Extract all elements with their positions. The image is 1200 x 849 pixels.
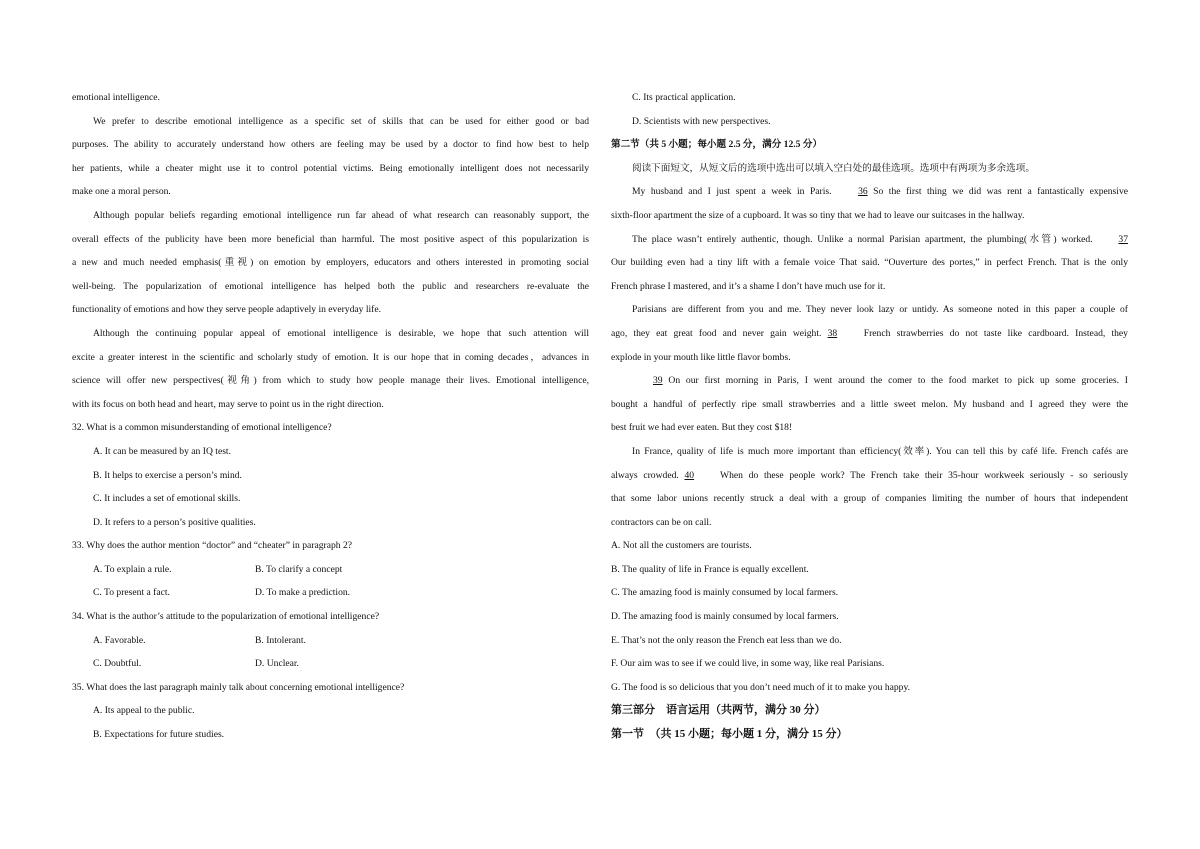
paragraph-line: purposes. The ability to accurately understand how others are feeling may be used by a doctor to find how best to help xyxy=(72,139,589,151)
passage-line: bought a handful of perfectly ripe small strawberries and a little sweet melon. My husband and I agreed they were the xyxy=(611,398,1128,410)
question-35-option-a: A. Its appeal to the public. xyxy=(93,705,195,717)
paragraph-line: a new and much needed emphasis(重视) on emotion by employers, educators and others interested in promoting social xyxy=(72,257,589,269)
question-32-option-c: C. It includes a set of emotional skills. xyxy=(93,493,241,505)
blank-37: 37 xyxy=(1118,233,1128,245)
question-32-option-a: A. It can be measured by an IQ test. xyxy=(93,445,231,457)
question-33-option-b: B. To clarify a concept xyxy=(255,563,343,575)
paragraph-line: with its focus on both head and heart, may serve to point us in the right direction. xyxy=(72,398,384,410)
question-34-options-row-2 xyxy=(72,652,589,676)
paragraph-line: well-being. The popularization of emotional intelligence has helped both the public and researchers re-evaluate the xyxy=(72,280,589,292)
part-3-title: 第三部分 语言运用（共两节，满分 30 分） xyxy=(611,704,826,717)
paragraph-line: Although popular beliefs regarding emotional intelligence run far ahead of what research can reasonably support, the xyxy=(93,209,589,221)
option-g: G. The food is so delicious that you don’t need much of it to make you happy. xyxy=(611,681,911,693)
paragraph-line: We prefer to describe emotional intelligence as a specific set of skills that can be used for either good or bad xyxy=(93,115,589,127)
passage-line: Parisians are different from you and me. They never look lazy or untidy. As someone noted in this paper a couple of xyxy=(632,304,1128,316)
question-34-options-row-1 xyxy=(72,629,589,653)
passage-line: sixth-floor apartment the size of a cupboard. It was so tiny that we had to leave our suitcases in the hallway. xyxy=(611,209,1025,221)
question-33-stem: 33. Why does the author mention “doctor” and “cheater” in paragraph 2? xyxy=(72,540,353,552)
blank-38: 38 xyxy=(827,327,838,339)
passage-line: explode in your mouth like little flavor bombs. xyxy=(611,351,791,363)
right-column xyxy=(611,86,1128,747)
question-33-option-c: C. To present a fact. xyxy=(93,587,170,599)
passage-line: ago, they eat great food and never gain weight. 38 French strawberries do not taste like cardboard. Instead, they xyxy=(611,322,1128,346)
section-2-instructions: 阅读下面短文，从短文后的选项中选出可以填入空白处的最佳选项。选项中有两项为多余选项。 xyxy=(632,162,1035,174)
option-d: D. The amazing food is mainly consumed by local farmers. xyxy=(611,611,839,623)
blank-40: 40 xyxy=(684,469,695,481)
passage-line: The place wasn’t entirely authentic, though. Unlike a normal Parisian apartment, the plumbing(水管) worked. 37 xyxy=(611,228,1128,252)
question-33-options-row-1 xyxy=(72,558,589,582)
question-34-option-c: C. Doubtful. xyxy=(93,658,142,670)
paragraph-line: make one a moral person. xyxy=(72,186,171,198)
question-33-option-a: A. To explain a rule. xyxy=(93,563,172,575)
question-35-option-d: D. Scientists with new perspectives. xyxy=(632,115,771,127)
passage-line: Our building even had a tiny lift with a female voice That said. “Ouverture des portes,” in perfect French. That is the only xyxy=(611,257,1128,269)
passage-line: that some labor unions recently struck a deal with a group of companies limiting the number of hours that independent xyxy=(611,493,1128,505)
passage-line: In France, quality of life is much more important than efficiency(效率). You can tell this by café life. French cafés are xyxy=(632,445,1128,457)
option-f: F. Our aim was to see if we could live, in some way, like real Parisians. xyxy=(611,658,885,670)
option-c: C. The amazing food is mainly consumed by local farmers. xyxy=(611,587,839,599)
question-34-stem: 34. What is the author’s attitude to the popularization of emotional intelligence? xyxy=(72,611,380,623)
left-column xyxy=(72,86,589,747)
paragraph-line: excite a greater interest in the scientific and scholarly study of emotion. It is our hope that in coming decades，advances in xyxy=(72,351,589,363)
passage-line: 39 On our first morning in Paris, I went around the comer to the food market to pick up some groceries. I xyxy=(611,369,1128,393)
blank-39: 39 xyxy=(653,375,663,387)
question-34-option-a: A. Favorable. xyxy=(93,634,146,646)
section-1-title: 第一节 （共 15 小题；每小题 1 分，满分 15 分） xyxy=(611,728,848,741)
question-35-option-b: B. Expectations for future studies. xyxy=(93,729,225,741)
passage-line: best fruit we had ever eaten. But they cost $18! xyxy=(611,422,793,434)
passage-line: My husband and I just spent a week in Paris. 36 So the first thing we did was rent a fantastically expensive xyxy=(611,180,1128,204)
question-33-options-row-2 xyxy=(72,581,589,605)
passage-line: French phrase I mastered, and it’s a shame I don’t have much use for it. xyxy=(611,280,886,292)
blank-36: 36 xyxy=(858,186,868,198)
option-a: A. Not all the customers are tourists. xyxy=(611,540,752,552)
question-33-option-d: D. To make a prediction. xyxy=(255,587,351,599)
question-34-option-d: D. Unclear. xyxy=(255,658,299,670)
paragraph-line: Although the continuing popular appeal of emotional intelligence is desirable, we hope that such attention will xyxy=(93,327,589,339)
section-2-title: 第二节（共 5 小题；每小题 2.5 分，满分 12.5 分） xyxy=(611,139,823,151)
question-35-stem: 35. What does the last paragraph mainly talk about concerning emotional intelligence? xyxy=(72,681,405,693)
question-32-option-b: B. It helps to exercise a person’s mind. xyxy=(93,469,242,481)
question-35-option-c: C. Its practical application. xyxy=(632,92,736,103)
paragraph-line: her patients, while a cheater might use it to control potential victims. Being emotionally intelligent does not necessarily xyxy=(72,162,589,174)
paragraph-line: emotional intelligence. xyxy=(72,92,160,103)
paragraph-line: functionality of emotions and how they serve people adaptively in everyday life. xyxy=(72,304,382,316)
passage-line: always crowded. 40 When do these people work? The French take their 35-hour workweek seriously - so seriously xyxy=(611,464,1128,488)
paragraph-line: overall effects of the publicity have been more beneficial than harmful. The most positive aspect of this popularization is xyxy=(72,233,589,245)
question-32-option-d: D. It refers to a person’s positive qualities. xyxy=(93,516,256,528)
passage-line: contractors can be on call. xyxy=(611,516,712,528)
option-b: B. The quality of life in France is equally excellent. xyxy=(611,563,809,575)
paragraph-line: science will offer new perspectives(视角) from which to study how people manage their lives. Emotional intelligence, xyxy=(72,375,589,387)
question-34-option-b: B. Intolerant. xyxy=(255,634,306,646)
option-e: E. That’s not the only reason the French eat less than we do. xyxy=(611,634,842,646)
question-32-stem: 32. What is a common misunderstanding of emotional intelligence? xyxy=(72,422,332,434)
